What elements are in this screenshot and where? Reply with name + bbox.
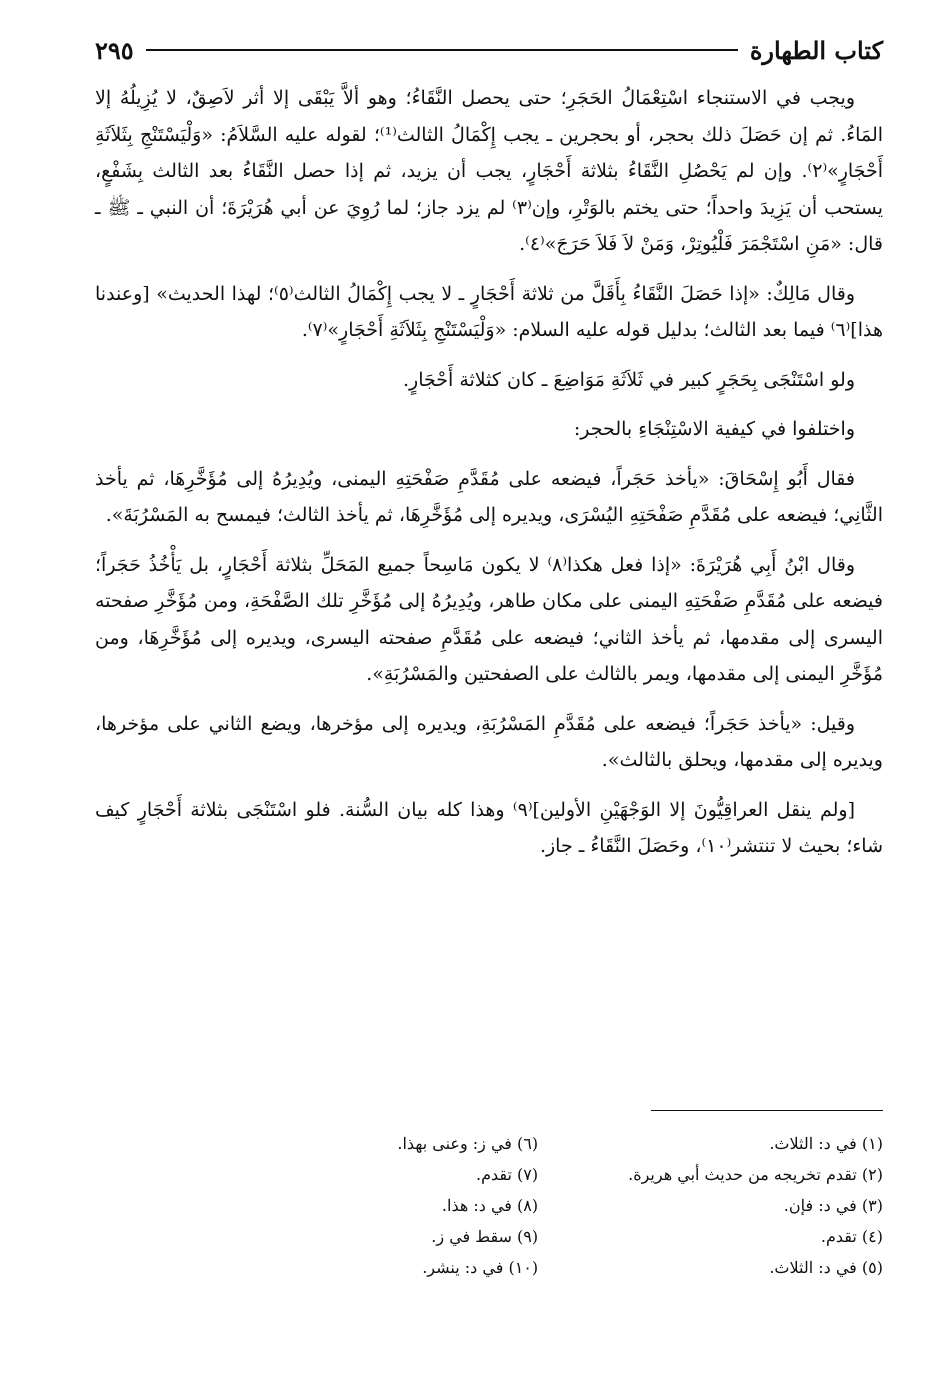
footnotes-right-column: [628, 1128, 883, 1283]
footnote: (٤) تقدم.: [820, 1227, 883, 1246]
paragraph: وقال مَالِكٌ: «إذا حَصَلَ النَّقَاءُ بِأَقَلَّ من ثلاثة أَحْجَارٍ ـ لا يجب إِكْمَالُ الثالث⁽٥⁾؛ لهذا الحديث» [وعندنا هذا]⁽٦⁾ فيما بعد الثالث؛ بدليل قوله عليه السلام: «وَلْيَسْتَنْجِ بِثَلاَثَةِ أَحْجَارٍ»⁽٧⁾.: [95, 282, 883, 341]
paragraph: فقال أَبُو إِسْحَاقَ: «يأخذ حَجَراً، فيضعه على مُقَدَّمِ صَفْحَتِهِ اليمنى، ويُدِيرُهُ إلى مُؤَخَّرِهَا، ثم يأخذ الثَّانِي؛ فيضعه على مُقَدَّمِ صَفْحَتِهِ اليُسْرَى، ويديره إلى مُؤَخَّرِهَا، ثم يأخذ الثالث؛ فيمسح به المَسْرُبَةَ».: [95, 467, 883, 526]
footnote: (٦) في ز: وعنى بهذا.: [397, 1134, 539, 1153]
footnote: (٥) في د: الثلاث.: [769, 1258, 883, 1277]
footnote-separator: [651, 1110, 883, 1111]
paragraph: ولو اسْتَنْجَى بِحَجَرٍ كبير في ثَلاَثَةِ مَوَاضِعَ ـ كان كثلاثة أَحْجَارٍ.: [402, 368, 855, 391]
paragraph: وقال ابْنُ أَبِي هُرَيْرَةَ: «إذا فعل هكذا⁽٨⁾ لا يكون مَاسِحاً جميع المَحَلِّ بثلاثة أَحْجَارٍ، بل يَأْخُذُ حَجَراً؛ فيضعه على مُقَدَّمِ صَفْحَتِهِ اليمنى على مكان طاهر، ويُدِيرُهُ إلى مُؤَخَّرِ تلك الصَّفْحَةِ، ومن مُؤَخَّرِ صفحته اليسرى إلى مقدمها، ثم يأخذ الثاني؛ فيضعه على مُقَدَّمِ صفحته اليسرى، ويديره إلى مُؤَخَّرِهَا، ومن مُؤَخَّرِ اليمنى إلى مقدمها، ويمر بالثالث على الصفحتين والمَسْرُبَةِ».: [95, 553, 883, 685]
footnote: (٨) في د: هذا.: [441, 1196, 539, 1215]
footnote: (١) في د: الثلاث.: [769, 1134, 883, 1153]
footnote: (٩) سقط في ز.: [431, 1227, 539, 1246]
footnote: (٣) في د: فإن.: [783, 1196, 883, 1215]
footnote: (٧) تقدم.: [476, 1165, 539, 1184]
footnotes-left-column: [397, 1128, 538, 1283]
main-text: [95, 80, 883, 878]
footnote: (١٠) في د: ينشر.: [422, 1258, 539, 1277]
running-title: كتاب الطهارة: [749, 35, 883, 65]
header-rule: [146, 49, 738, 51]
footnote: (٢) تقدم تخريجه من حديث أبي هريرة.: [628, 1165, 883, 1184]
paragraph: [ولم ينقل العراقِيُّونَ إلا الوَجْهَيْنِ الأولين]⁽٩⁾ وهذا كله بيان السُّنة. فلو اسْتَنْجَى بثلاثة أَحْجَارٍ كيف شاء؛ بحيث لا تنتشر⁽١٠⁾، وحَصَلَ النَّقَاءُ ـ جاز.: [95, 798, 883, 857]
paragraph: واختلفوا في كيفية الاسْتِنْجَاءِ بالحجر:: [573, 418, 855, 440]
paragraph: وقيل: «يأخذ حَجَراً؛ فيضعه على مُقَدَّمِ المَسْرُبَةِ، ويديره إلى مؤخرها، ويضع الثاني على مؤخرها، ويديره إلى مقدمها، ويحلق بالثالث».: [95, 712, 883, 771]
page-header: [95, 30, 883, 70]
page-number: ٢٩٥: [95, 35, 134, 65]
paragraph: ويجب في الاستنجاء اسْتِعْمَالُ الحَجَرِ؛ حتى يحصل النَّقَاءُ؛ وهو ألاَّ يَبْقَى إلا أثر لاَصِقٌ، لا يُزِيلُهُ إلا المَاءُ. ثم إن حَصَلَ ذلك بحجر، أو بحجرين ـ يجب إِكْمَالُ الثالث⁽¹⁾؛ لقوله عليه السَّلاَمُ: «وَلْيَسْتَنْجِ بِثَلاَثَةِ أَحْجَارٍ»⁽٢⁾. وإن لم يَحْصُلِ النَّقَاءُ بثلاثة أَحْجَارٍ، يجب أن يزيد، ثم إذا حصل النَّقَاءُ بعد الثالث بِشَفْعٍ، يستحب أن يَزِيدَ واحداً؛ حتى يختم بالوَتْرِ، وإن⁽٣⁾ لم يزد جاز؛ لما رُوِيَ عن أبي هُرَيْرَةَ؛ أن النبي ـ ﷺ ـ قال: «مَنِ اسْتَجْمَرَ فَلْيُوتِرْ، وَمَنْ لاَ فَلاَ حَرَجَ»⁽٤⁾.: [95, 87, 884, 255]
footnotes: [250, 1128, 883, 1283]
